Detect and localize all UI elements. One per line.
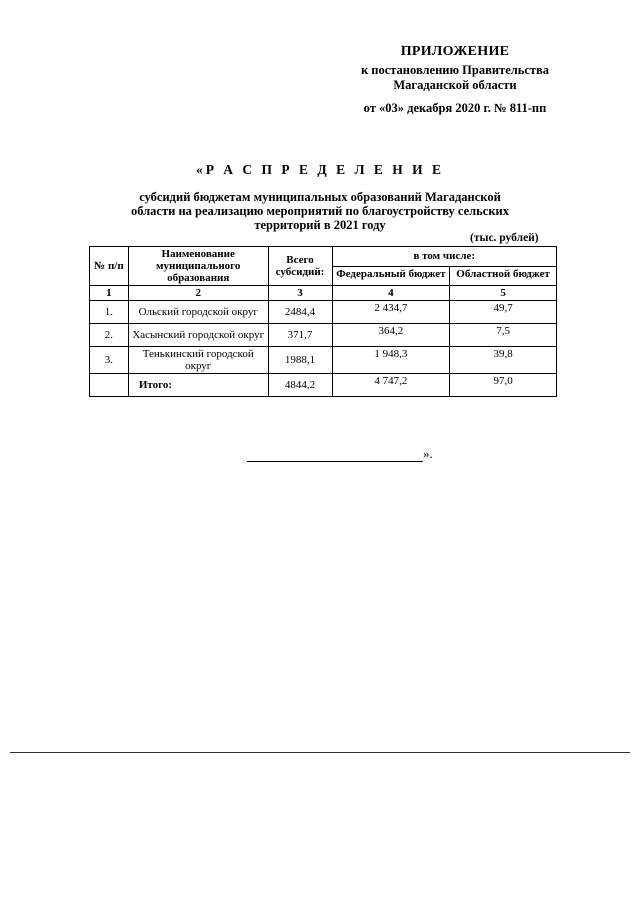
table-row [90,324,557,347]
row-num: 3. [90,347,129,374]
column-number: 3 [268,286,332,301]
closing-quote: ». [423,446,433,461]
column-number: 5 [450,286,557,301]
row-regional: 7,5 [450,324,557,347]
document-subtitle-line-3: территорий в 2021 году [254,218,386,232]
document-heading [100,162,540,232]
header-federal: Федеральный бюджет [332,266,450,286]
header-total: Всего субсидий: [268,247,332,286]
row-federal: 364,2 [332,324,450,347]
row-federal: 2 434,7 [332,301,450,324]
row-total: 1988,1 [268,347,332,374]
row-regional: 49,7 [450,301,557,324]
row-federal: 1 948,3 [332,347,450,374]
summary-num-cell [90,374,129,397]
document-title: «Р А С П Р Е Д Е Л Е Н И Е [195,162,445,177]
subsidy-table [89,246,557,397]
document-subtitle-line-2: области на реализацию мероприятий по благоустройству сельских [130,204,509,218]
table-row [90,301,557,324]
table-row [90,347,557,374]
appendix-line-2: Магаданской области [393,78,517,92]
row-total: 371,7 [268,324,332,347]
summary-regional: 97,0 [450,374,557,397]
row-name: Тенькинский городской округ [128,347,268,374]
row-name: Хасынский городской округ [128,324,268,347]
row-num: 1. [90,301,129,324]
row-regional: 39,8 [450,347,557,374]
page-divider [10,752,630,753]
unit-label: (тыс. рублей) [470,232,539,244]
row-name: Ольский городской округ [128,301,268,324]
header-name: Наименование муниципального образования [128,247,268,286]
appendix-title: ПРИЛОЖЕНИЕ [400,44,510,59]
document-subtitle-line-1: субсидий бюджетам муниципальных образований Магаданской [139,190,501,204]
summary-label: Итого: [128,374,268,397]
appendix-header [330,44,580,116]
column-numbers-row [90,286,557,301]
column-number: 1 [90,286,129,301]
summary-federal: 4 747,2 [332,374,450,397]
appendix-date: от «03» декабря 2020 г. № 811-пп [363,101,547,115]
header-num: № п/п [90,247,129,286]
row-total: 2484,4 [268,301,332,324]
closing-mark [247,446,433,462]
signature-line [247,450,423,462]
header-regional: Областной бюджет [450,266,557,286]
header-including: в том числе: [332,247,557,267]
appendix-line-1: к постановлению Правительства [360,63,550,77]
summary-row [90,374,557,397]
column-number: 4 [332,286,450,301]
column-number: 2 [128,286,268,301]
summary-total: 4844,2 [268,374,332,397]
row-num: 2. [90,324,129,347]
